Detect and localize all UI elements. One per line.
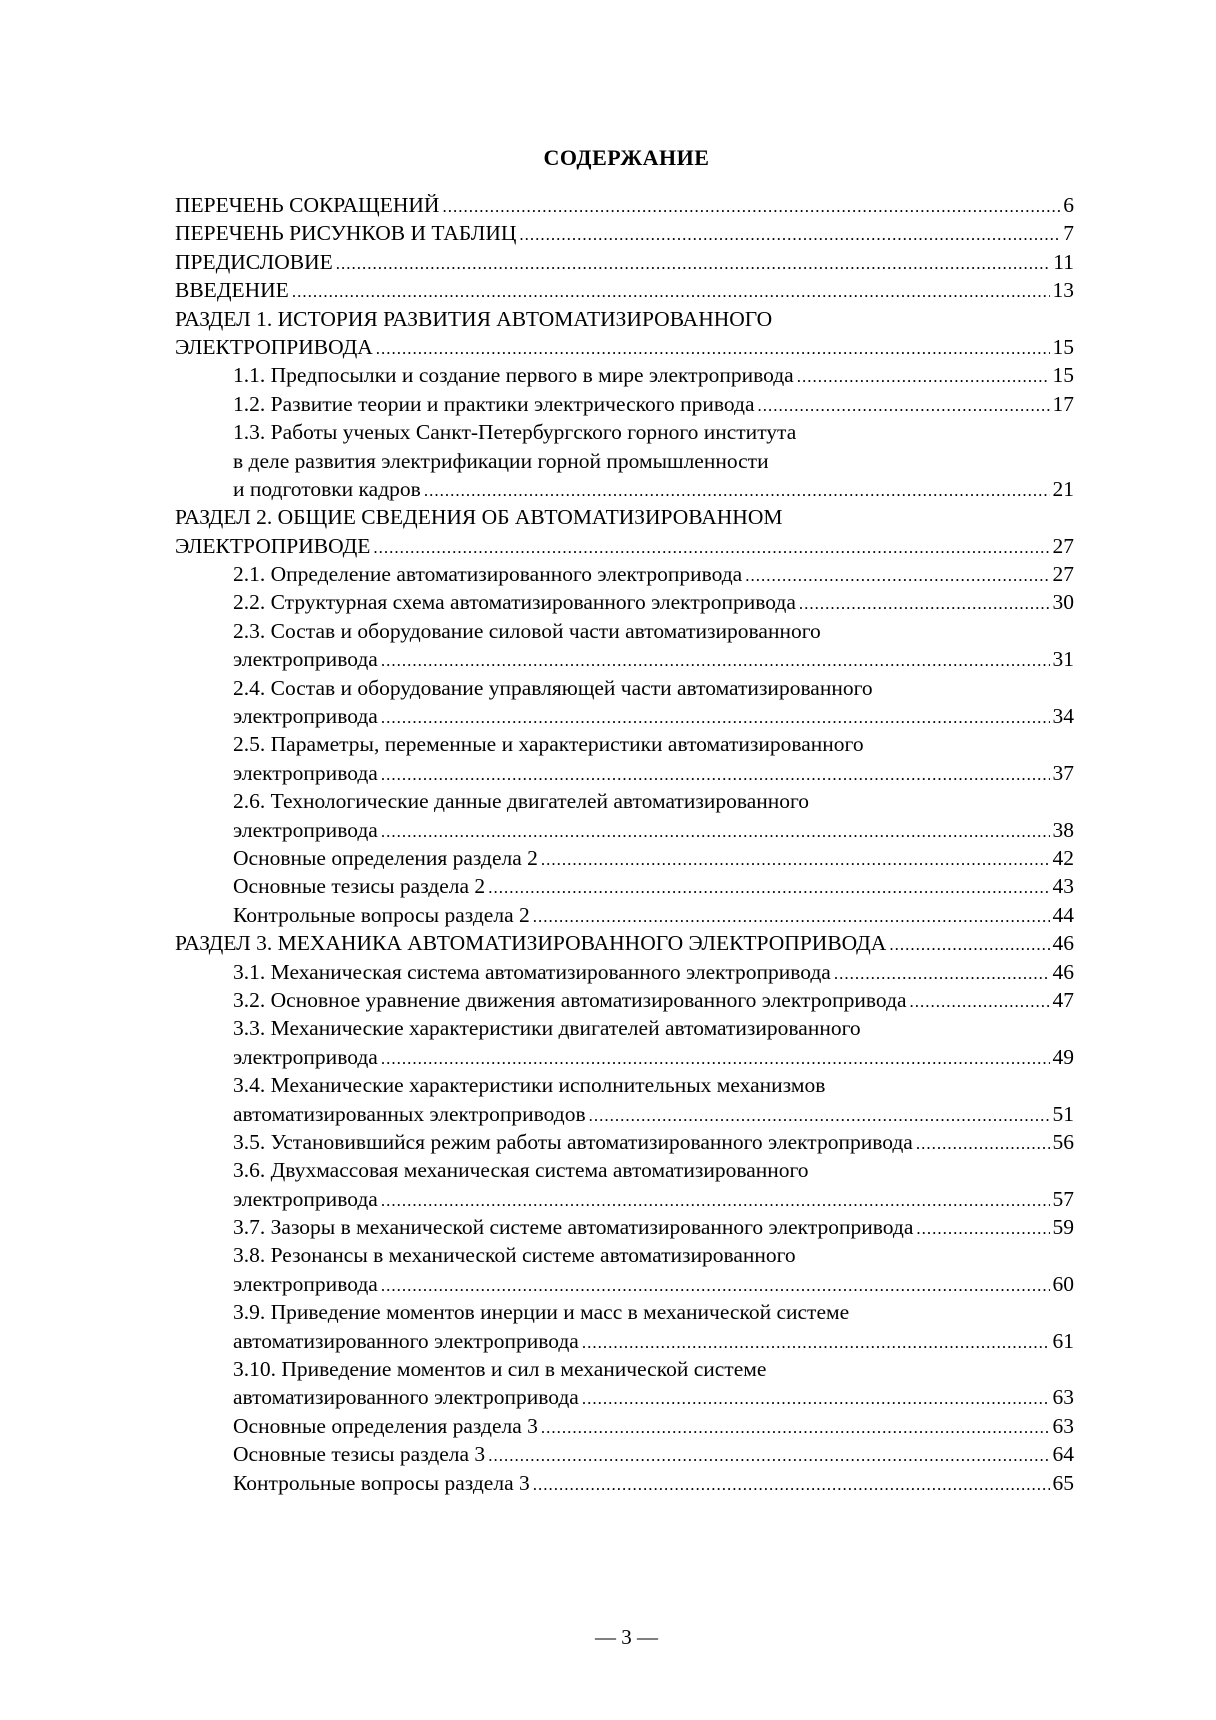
toc-page-number: 46 [1052, 959, 1074, 984]
toc-line [175, 219, 1074, 247]
toc-line [175, 305, 1074, 333]
toc-page-number: 38 [1052, 817, 1074, 842]
toc-line [175, 986, 1074, 1014]
toc-page-number: 42 [1052, 845, 1074, 870]
toc-page-number: 63 [1052, 1413, 1074, 1438]
toc-entry-title: электропривода [233, 1271, 378, 1296]
dot-leader [582, 1329, 1050, 1357]
toc-line [175, 759, 1074, 787]
toc-entry-title: 2.2. Структурная схема автоматизированного электропривода [233, 590, 796, 615]
toc-line [175, 1043, 1074, 1071]
dot-leader [519, 221, 1060, 249]
dot-leader [582, 1385, 1050, 1413]
toc-line [175, 560, 1074, 588]
toc-page-number: 47 [1052, 987, 1074, 1012]
toc-line [175, 1469, 1074, 1497]
toc-entry[interactable] [175, 617, 1074, 674]
toc-line [175, 929, 1074, 957]
toc-page-number: 46 [1052, 931, 1074, 956]
toc-line [175, 390, 1074, 418]
dot-leader [381, 761, 1050, 789]
toc-entry-title: 2.4. Состав и оборудование управляющей части автоматизированного [233, 675, 873, 700]
toc-entry[interactable] [175, 503, 1074, 560]
toc-line [175, 447, 1074, 475]
dot-leader [442, 193, 1060, 221]
toc-entry[interactable] [175, 1156, 1074, 1213]
toc-line [175, 588, 1074, 616]
toc-entry-title: Основные определения раздела 3 [233, 1413, 538, 1438]
toc-entry[interactable] [175, 929, 1074, 957]
toc-line [175, 276, 1074, 304]
toc-entry[interactable] [175, 191, 1074, 219]
toc-page-number: 56 [1052, 1129, 1074, 1154]
toc-page-number: 65 [1052, 1470, 1074, 1495]
dot-leader [889, 931, 1049, 959]
toc-line [175, 844, 1074, 872]
dot-leader [292, 278, 1050, 306]
toc-line [175, 1298, 1074, 1326]
toc-entry-title: автоматизированных электроприводов [233, 1101, 586, 1126]
toc-entry-title: 2.3. Состав и оборудование силовой части автоматизированного [233, 618, 821, 643]
toc-entry-title: ПРЕДИСЛОВИЕ [175, 249, 333, 274]
toc-line [175, 787, 1074, 815]
toc-line [175, 872, 1074, 900]
toc-entry[interactable] [175, 1213, 1074, 1241]
toc-line [175, 1270, 1074, 1298]
toc-page-number: 44 [1052, 902, 1074, 927]
toc-line [175, 475, 1074, 503]
toc-entry-title: и подготовки кадров [233, 476, 421, 501]
toc-entry-title: ВВЕДЕНИЕ [175, 278, 289, 303]
toc-entry-title: 3.7. Зазоры в механической системе автоматизированного электропривода [233, 1215, 914, 1240]
dot-leader [381, 1045, 1050, 1073]
dot-leader [381, 1272, 1050, 1300]
toc-line [175, 1327, 1074, 1355]
toc-entry-title: 1.3. Работы ученых Санкт-Петербургского горного института [233, 420, 797, 445]
toc-page-number: 51 [1052, 1101, 1074, 1126]
toc-line [175, 958, 1074, 986]
dot-leader [381, 647, 1050, 675]
toc-entry-title: электропривода [233, 1044, 378, 1069]
toc-entry[interactable] [175, 390, 1074, 418]
dot-leader [376, 335, 1050, 363]
toc-line [175, 1241, 1074, 1269]
toc-line [175, 1128, 1074, 1156]
toc-page-number: 49 [1052, 1044, 1074, 1069]
toc-entry-title: ПЕРЕЧЕНЬ РИСУНКОВ И ТАБЛИЦ [175, 221, 517, 246]
toc-entry-title: 1.1. Предпосылки и создание первого в мире электропривода [233, 363, 794, 388]
toc-page-number: 64 [1052, 1442, 1074, 1467]
toc-page-number: 31 [1052, 647, 1074, 672]
toc-line [175, 1355, 1074, 1383]
toc-entry[interactable] [175, 1412, 1074, 1440]
toc-line [175, 1071, 1074, 1099]
toc-entry[interactable] [175, 674, 1074, 731]
toc-entry[interactable] [175, 787, 1074, 844]
toc-entry-title: ЭЛЕКТРОПРИВОДА [175, 334, 373, 359]
toc-entry-title: 1.2. Развитие теории и практики электрического привода [233, 391, 755, 416]
dot-leader [541, 846, 1050, 874]
toc-line [175, 532, 1074, 560]
toc-entry[interactable] [175, 958, 1074, 986]
toc-entry-title: в деле развития электрификации горной промышленности [233, 448, 769, 473]
toc-page-number: 27 [1052, 533, 1074, 558]
toc-entry[interactable] [175, 305, 1074, 362]
toc-line [175, 333, 1074, 361]
dot-leader [381, 1187, 1050, 1215]
dot-leader [373, 534, 1049, 562]
toc-entry[interactable] [175, 1440, 1074, 1468]
toc-entry[interactable] [175, 901, 1074, 929]
dot-leader [381, 818, 1050, 846]
toc-entry-title: электропривода [233, 647, 378, 672]
toc-page-number: 63 [1052, 1385, 1074, 1410]
toc-page-number: 13 [1052, 278, 1074, 303]
toc-entry-title: ЭЛЕКТРОПРИВОДЕ [175, 533, 371, 558]
dot-leader [541, 1414, 1050, 1442]
toc-entry[interactable] [175, 219, 1074, 247]
toc-entry-title: электропривода [233, 1186, 378, 1211]
toc-line [175, 1014, 1074, 1042]
toc-entry-title: Контрольные вопросы раздела 2 [233, 902, 530, 927]
toc-entry-title: Основные определения раздела 2 [233, 845, 538, 870]
toc-page-number: 7 [1063, 221, 1074, 246]
toc-entry-title: электропривода [233, 817, 378, 842]
toc-entry[interactable] [175, 276, 1074, 304]
toc-entry-title: 3.2. Основное уравнение движения автоматизированного электропривода [233, 987, 907, 1012]
toc-page-number: 43 [1052, 874, 1074, 899]
toc-entry-title: Основные тезисы раздела 3 [233, 1442, 486, 1467]
toc-entry-title: РАЗДЕЛ 3. МЕХАНИКА АВТОМАТИЗИРОВАННОГО ЭЛЕКТРОПРИВОДА [175, 931, 887, 956]
toc-page-number: 17 [1052, 391, 1074, 416]
toc-line [175, 418, 1074, 446]
toc-entry[interactable] [175, 361, 1074, 389]
dot-leader [381, 704, 1050, 732]
toc-page-number: 27 [1052, 562, 1074, 587]
toc-page-number: 57 [1052, 1186, 1074, 1211]
toc-page-number: 15 [1052, 363, 1074, 388]
toc-entry[interactable] [175, 1241, 1074, 1298]
toc-page-number: 21 [1052, 476, 1074, 501]
toc-entry[interactable] [175, 872, 1074, 900]
toc-line [175, 1383, 1074, 1411]
toc-entry[interactable] [175, 588, 1074, 616]
toc-line [175, 503, 1074, 531]
toc-line [175, 248, 1074, 276]
toc-entry-title: 3.3. Механические характеристики двигателей автоматизированного [233, 1016, 861, 1041]
toc-line [175, 617, 1074, 645]
toc-line [175, 730, 1074, 758]
toc-entry-title: автоматизированного электропривода [233, 1385, 579, 1410]
toc-entry[interactable] [175, 1014, 1074, 1071]
toc-page-number: 60 [1052, 1271, 1074, 1296]
toc-entry[interactable] [175, 730, 1074, 787]
toc-page-number: 6 [1063, 193, 1074, 217]
toc-line [175, 191, 1074, 219]
toc-entry[interactable] [175, 248, 1074, 276]
dot-leader [488, 874, 1049, 902]
toc-entry-title: 2.1. Определение автоматизированного электропривода [233, 562, 743, 587]
toc-entry-title: РАЗДЕЛ 2. ОБЩИЕ СВЕДЕНИЯ ОБ АВТОМАТИЗИРОВАННОМ [175, 505, 783, 530]
page-number: — 3 — [595, 1625, 658, 1649]
toc-entry[interactable] [175, 844, 1074, 872]
dot-leader [488, 1442, 1049, 1470]
toc-entry[interactable] [175, 1071, 1074, 1128]
toc-line [175, 816, 1074, 844]
toc-entry[interactable] [175, 986, 1074, 1014]
dot-leader [758, 392, 1050, 420]
toc-entry-title: электропривода [233, 704, 378, 729]
toc-line [175, 1185, 1074, 1213]
toc-entry-title: 3.10. Приведение моментов и сил в механической системе [233, 1357, 767, 1382]
toc-entry-title: 3.6. Двухмассовая механическая система автоматизированного [233, 1158, 809, 1183]
toc-line [175, 1440, 1074, 1468]
toc-page-number: 11 [1053, 249, 1074, 274]
page-title: СОДЕРЖАНИЕ [543, 145, 710, 170]
toc-line [175, 901, 1074, 929]
toc-page-number: 15 [1052, 334, 1074, 359]
toc-page-number: 37 [1052, 760, 1074, 785]
toc-entry-title: РАЗДЕЛ 1. ИСТОРИЯ РАЗВИТИЯ АВТОМАТИЗИРОВАННОГО [175, 306, 773, 331]
table-of-contents [175, 191, 1074, 1497]
toc-entry-title: 3.1. Механическая система автоматизированного электропривода [233, 959, 831, 984]
toc-entry[interactable] [175, 418, 1074, 503]
toc-entry-title: 2.5. Параметры, переменные и характеристики автоматизированного [233, 732, 864, 757]
dot-leader [589, 1102, 1050, 1130]
toc-entry-title: Основные тезисы раздела 2 [233, 874, 486, 899]
dot-leader [834, 960, 1050, 988]
dot-leader [533, 1471, 1050, 1499]
toc-page-number: 30 [1052, 590, 1074, 615]
toc-line [175, 1156, 1074, 1184]
toc-line [175, 1213, 1074, 1241]
toc-entry-title: 2.6. Технологические данные двигателей автоматизированного [233, 789, 810, 814]
toc-line [175, 702, 1074, 730]
toc-entry-title: 3.9. Приведение моментов инерции и масс в механической системе [233, 1300, 850, 1325]
toc-entry[interactable] [175, 1355, 1074, 1412]
toc-page-number: 61 [1052, 1328, 1074, 1353]
toc-entry[interactable] [175, 1128, 1074, 1156]
dot-leader [797, 363, 1050, 391]
toc-line [175, 1412, 1074, 1440]
dot-leader [745, 562, 1049, 590]
dot-leader [916, 1215, 1049, 1243]
toc-entry[interactable] [175, 560, 1074, 588]
toc-entry[interactable] [175, 1298, 1074, 1355]
toc-entry[interactable] [175, 1469, 1074, 1497]
toc-entry-title: ПЕРЕЧЕНЬ СОКРАЩЕНИЙ [175, 193, 440, 217]
toc-page-number: 34 [1052, 704, 1074, 729]
toc-entry-title: 3.8. Резонансы в механической системе автоматизированного [233, 1243, 796, 1268]
dot-leader [336, 250, 1051, 278]
toc-line [175, 645, 1074, 673]
toc-entry-title: автоматизированного электропривода [233, 1328, 579, 1353]
dot-leader [910, 988, 1050, 1016]
toc-line [175, 674, 1074, 702]
toc-entry-title: 3.5. Установившийся режим работы автоматизированного электропривода [233, 1129, 913, 1154]
dot-leader [533, 903, 1050, 931]
toc-line [175, 361, 1074, 389]
toc-line [175, 1100, 1074, 1128]
toc-entry-title: 3.4. Механические характеристики исполнительных механизмов [233, 1073, 826, 1098]
dot-leader [799, 590, 1050, 618]
dot-leader [916, 1130, 1050, 1158]
dot-leader [424, 477, 1050, 505]
toc-entry-title: электропривода [233, 760, 378, 785]
toc-page-number: 59 [1052, 1215, 1074, 1240]
toc-entry-title: Контрольные вопросы раздела 3 [233, 1470, 530, 1495]
